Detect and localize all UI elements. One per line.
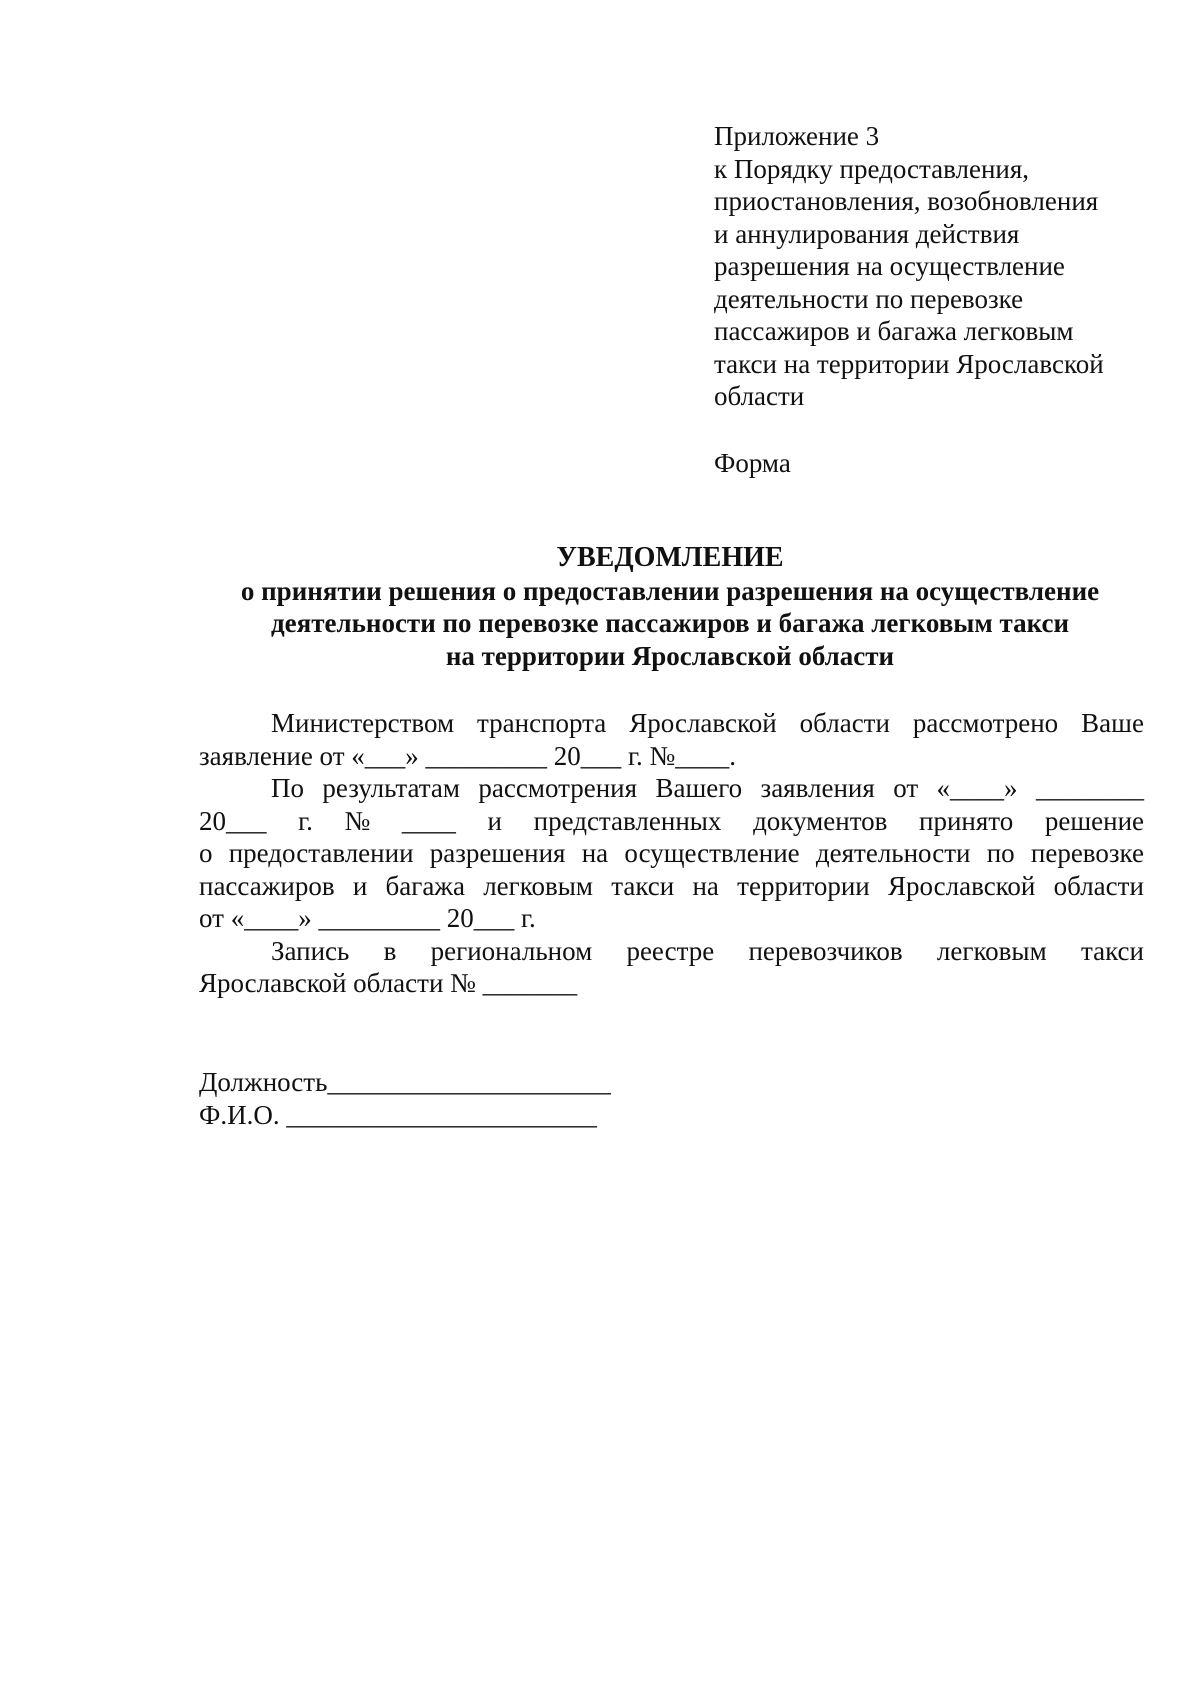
word: легковым — [936, 935, 1047, 966]
signature-block — [199, 1066, 611, 1131]
title-main: УВЕДОМЛЕНИЕ — [556, 542, 784, 573]
word: на — [581, 838, 609, 868]
word: по — [986, 838, 1015, 868]
word: в — [383, 935, 397, 966]
full-name-line: Ф.И.О. _______________________ — [199, 1099, 597, 1130]
body-line — [199, 967, 1144, 1000]
appendix-line: такси на территории Ярославской — [714, 348, 1104, 379]
body-line — [199, 837, 1144, 870]
registry-number-line: Ярославской области № _______ — [199, 968, 578, 998]
word: рассмотрено — [912, 708, 1059, 738]
word: багажа — [385, 870, 465, 901]
appendix-header — [714, 120, 1154, 413]
form-label: Форма — [714, 448, 791, 478]
appendix-line: Приложение 3 — [714, 121, 880, 151]
appendix-line: деятельности по перевозке — [714, 283, 1024, 314]
appendix-line: пассажиров и багажа легковым — [714, 316, 1074, 346]
body-line — [199, 870, 1144, 903]
word: территории — [737, 870, 870, 901]
document-title — [180, 542, 1160, 672]
decision-date-line: от «____» _________ 20___ г. — [199, 903, 536, 933]
word: предоставлении — [228, 838, 414, 868]
body-line — [199, 935, 1144, 968]
appendix-line: области — [714, 381, 805, 411]
word: области — [1053, 870, 1144, 901]
notice-body — [199, 707, 1144, 1000]
appendix-line: приостановления, возобновления — [714, 186, 1099, 216]
word: заявления — [760, 773, 875, 803]
word: Запись — [271, 935, 350, 966]
title-subline: деятельности по перевозке пассажиров и багажа легковым такси — [270, 608, 1070, 638]
word: документов — [753, 805, 888, 836]
appendix-line: разрешения на осуществление — [714, 251, 1065, 281]
word: принято — [919, 805, 1014, 836]
word: перевозчиков — [748, 935, 903, 966]
word: транспорта — [477, 708, 607, 738]
word: пассажиров — [199, 870, 335, 901]
word: о — [199, 838, 213, 868]
word: и — [352, 870, 368, 901]
word: По — [271, 773, 304, 803]
word: № — [344, 805, 371, 836]
word: Ярославской — [629, 708, 777, 738]
word: Ярославской — [887, 870, 1036, 901]
word: Ваше — [1081, 708, 1144, 738]
word: деятельности — [815, 838, 971, 868]
body-line — [199, 772, 1144, 805]
appendix-line: к Порядку предоставления, — [714, 153, 1030, 184]
body-line — [199, 805, 1144, 838]
word: 20___ — [199, 805, 267, 836]
word: разрешения — [429, 838, 566, 868]
word: Вашего — [655, 773, 743, 803]
word: такси — [611, 870, 675, 901]
word: легковым — [483, 870, 593, 901]
word: рассмотрения — [478, 773, 638, 803]
word: г. — [298, 805, 313, 836]
title-subline: о принятии решения о предоставлении разрешения на осуществление — [240, 575, 1100, 606]
word: ________ — [1035, 773, 1144, 803]
word: области — [799, 708, 890, 738]
body-line — [199, 707, 1144, 740]
word: реестре — [626, 935, 715, 966]
word: «____» — [936, 773, 1018, 803]
title-subline: на территории Ярославской области — [445, 640, 895, 671]
word: региональном — [430, 935, 593, 966]
body-line — [199, 740, 1144, 773]
position-line: Должность_____________________ — [199, 1067, 611, 1097]
word: решение — [1044, 805, 1144, 836]
word: на — [692, 870, 719, 901]
word: ____ — [401, 805, 456, 836]
word: результатам — [322, 773, 461, 803]
word: осуществление — [624, 838, 800, 868]
appendix-line: и аннулирования действия — [714, 218, 1020, 249]
word: от — [893, 773, 919, 803]
word: такси — [1080, 935, 1144, 966]
word: Министерством — [271, 708, 455, 738]
word: представленных — [533, 805, 722, 836]
body-line — [199, 902, 1144, 935]
word: перевозке — [1030, 838, 1144, 868]
application-date-line: заявление от «___» _________ 20___ г. №____. — [199, 740, 737, 771]
word: и — [487, 805, 502, 836]
